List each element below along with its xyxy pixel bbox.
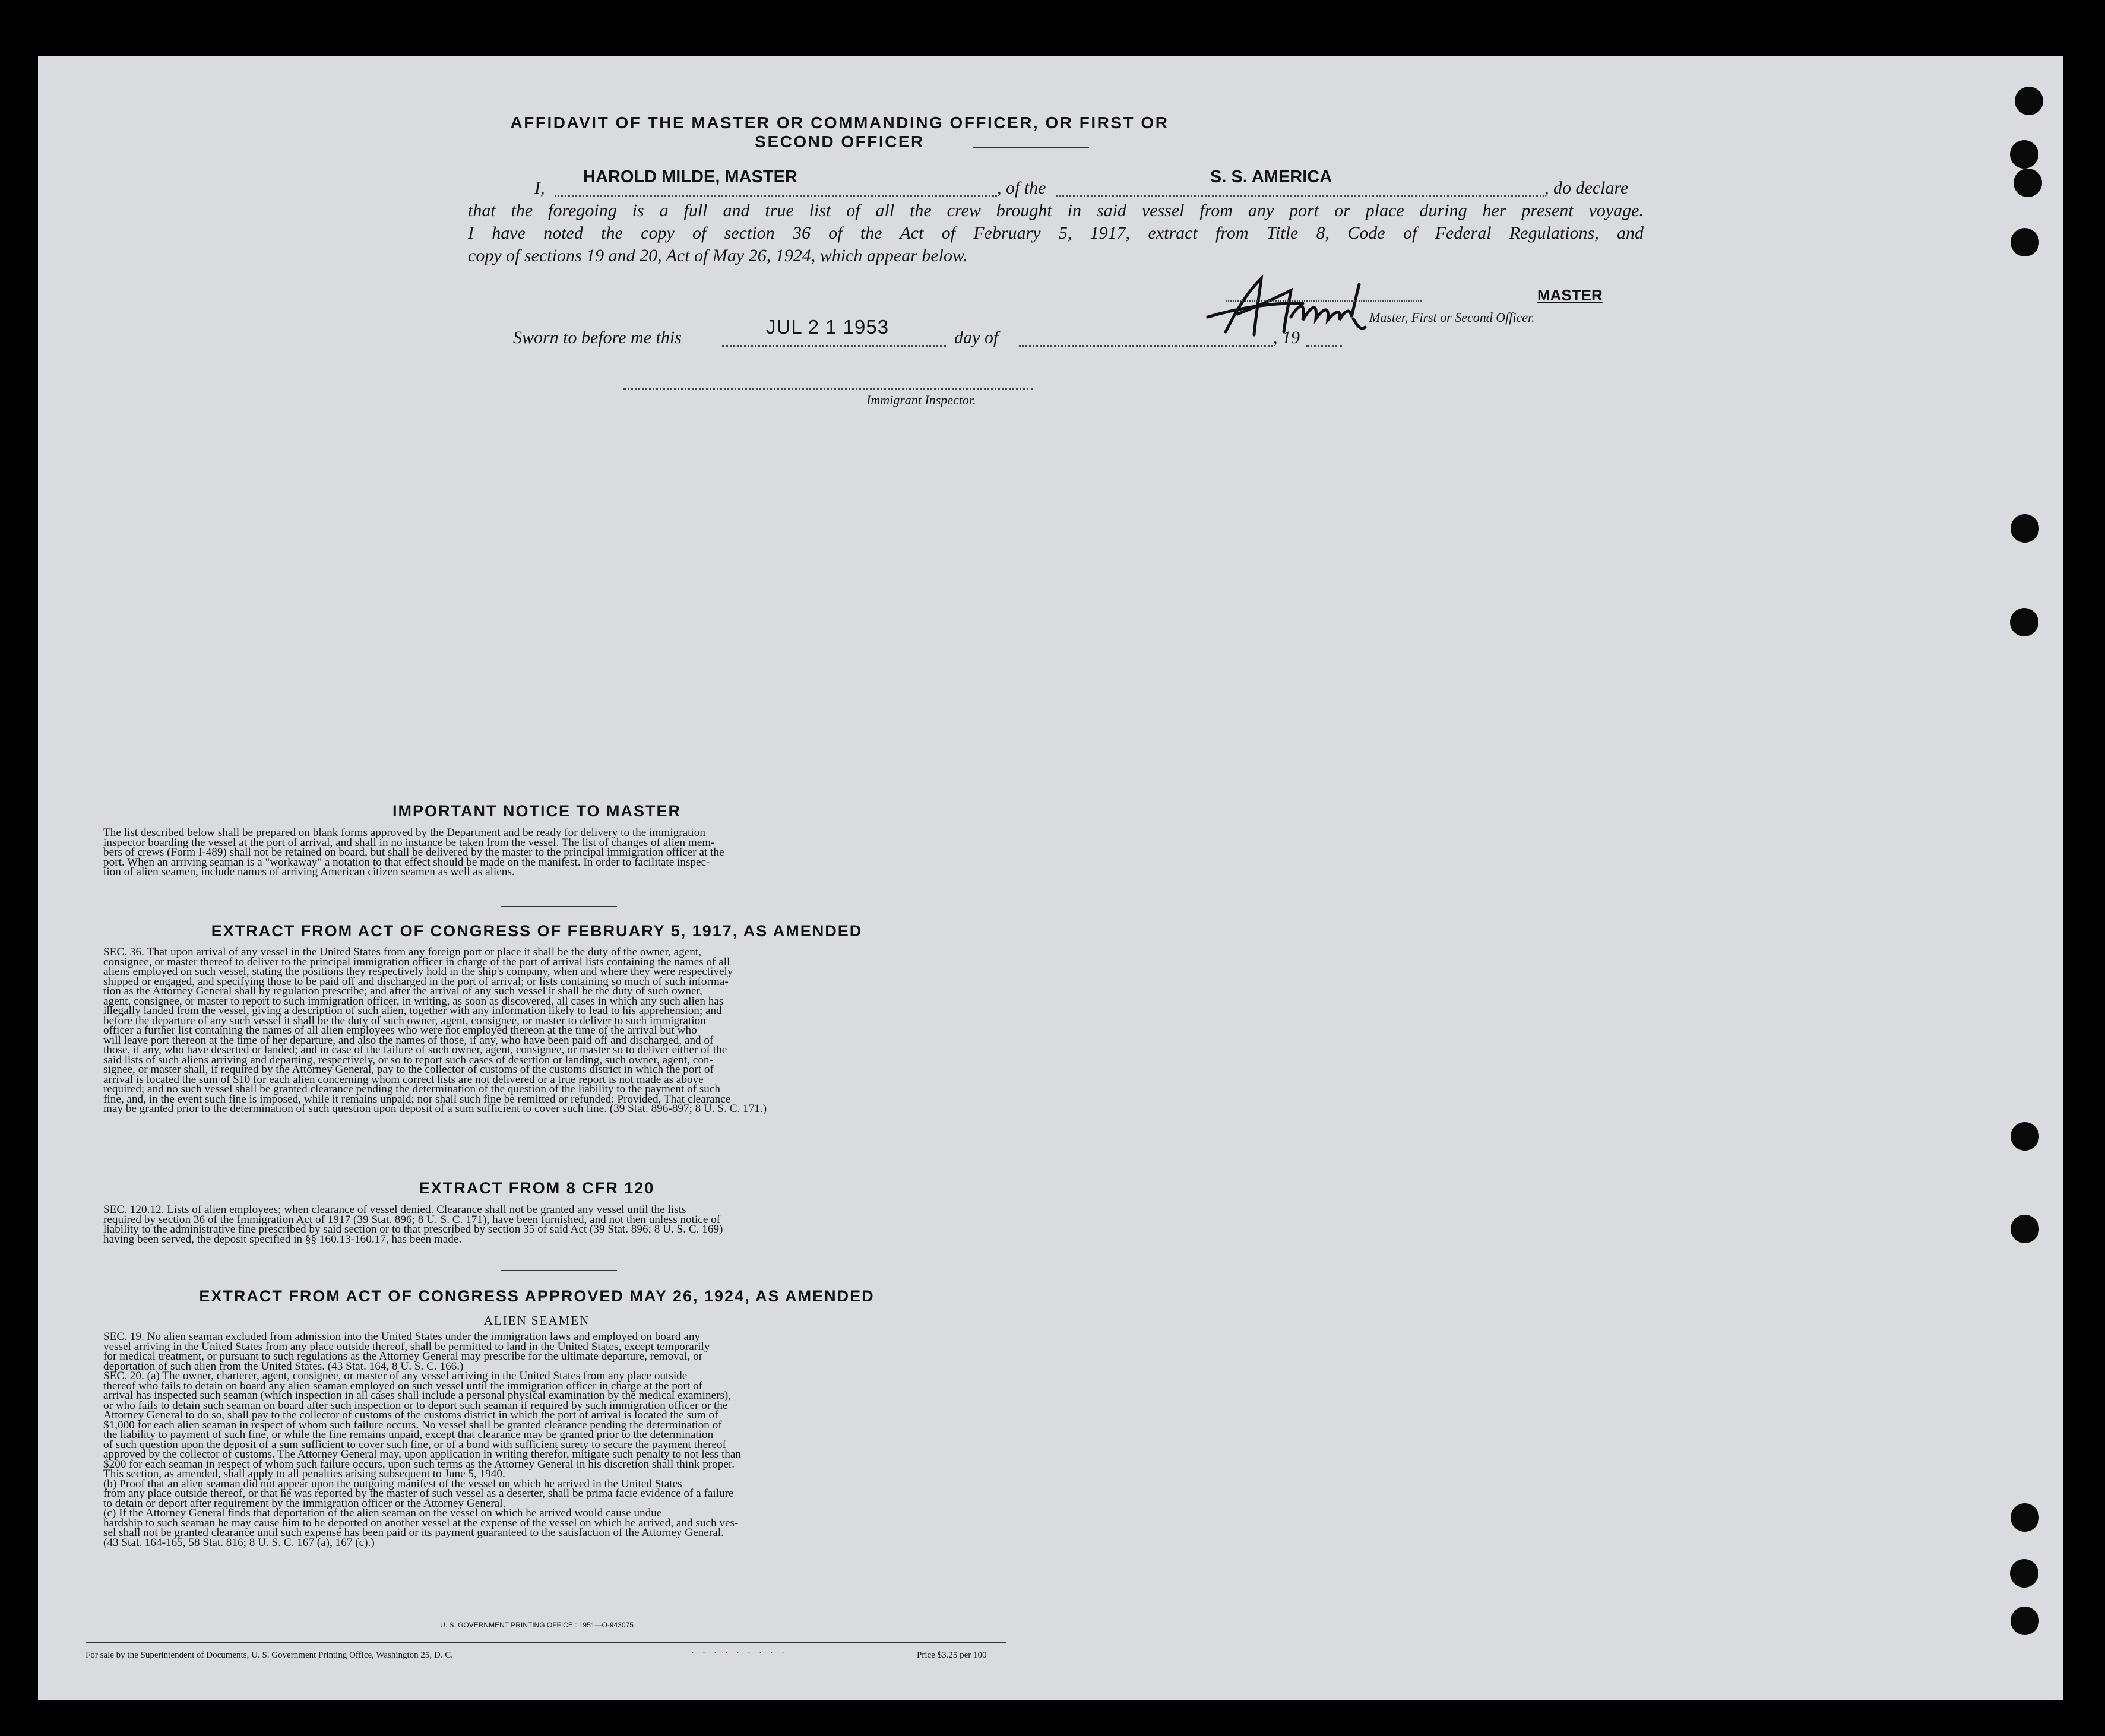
extract-cfr-heading: EXTRACT FROM 8 CFR 120 (419, 1179, 655, 1197)
form-page (38, 56, 2063, 1700)
price-note: Price $3.25 per 100 (917, 1651, 987, 1660)
label-of-the: , of the (997, 178, 1046, 198)
punch-hole (2010, 1559, 2038, 1588)
label-do-declare: , do declare (1544, 178, 1629, 198)
vessel-name-line (1056, 195, 1544, 197)
day-of-label: day of (954, 328, 999, 347)
punch-hole (2014, 169, 2042, 197)
cfr-divider (501, 1270, 617, 1271)
sworn-label: Sworn to before me this (513, 328, 682, 347)
signature-caption: Master, First or Second Officer. (1369, 310, 1535, 325)
printing-office-imprint: U. S. GOVERNMENT PRINTING OFFICE : 1951—O-943075 (440, 1621, 634, 1629)
punch-hole (2010, 140, 2038, 169)
extract-1917-body: SEC. 36. That upon arrival of any vessel in the United States from any foreign port or place it shall be the duty of the owner, agent, consignee, or master thereof to deliver to the principal immigration officer in charge of the port of arrival lists containing the names of all aliens employed on such vessel, stating the positions they respectively hold in the ship's company, when and where they were respectively shipped or engaged, and specifying those to be paid off and discharged in the port of arrival; or lists containing so much of such informa- tion as the Attorney General shall by regulation prescribe; and after the arrival of any such vessel it shall be the duty of such owner, agent, consignee, or master to report to such immigration officer, in writing, as soon as discovered, all cases in which any such alien has illegally landed from the vessel, giving a description of such alien, together with any information likely to lead to his apprehension; and before the departure of any such vessel it shall be the duty of such owner, agent, consignee, or master to deliver to such immigration officer a further list containing the names of all alien employees who were not employed thereon at the time of the arrival but who will leave port thereon at the time of her departure, and also the names of those, if any, who have been paid off and discharged, and of those, if any, who have deserted or landed; and in case of the failure of such owner, agent, consignee, or master so to deliver either of the said lists of such aliens arriving and departing, respectively, or so to report such cases of desertion or landing, such owner, agent, con- signee, or master shall, if required by the Attorney General, pay to the collector of customs of the customs district in which the port of arrival is located the sum of $10 for each alien concerning whom correct lists are not delivered or a true report is not made as above required; and no such vessel shall be granted clearance pending the determination of the question of the liability to the payment of such fine, and, in the event such fine is imposed, while it remains unpaid; nor shall such fine be remitted or refunded: Provided, That clearance may be granted prior to the determination of such question upon deposit of a sum sufficient to cover such fine. (39 Stat. 896-897; 8 U. S. C. 171.) (103, 946, 767, 1115)
master-name-value: HAROLD MILDE, MASTER (583, 167, 797, 186)
punch-hole (2011, 228, 2039, 256)
extract-1924-body: SEC. 19. No alien seaman excluded from admission into the United States under the immigration laws and employed on board any vessel arriving in the United States from any place outside thereof, shall be permitted to land in the United States, except temporarily for medical treatment, or pursuant to such regulations as the Attorney General may prescribe for the ultimate departure, removal, or deportation of such alien from the United States. (43 Stat. 164, 8 U. S. C. 166.) SEC. 20. (a) The owner, charterer, agent, consignee, or master of any vessel arriving in the United States from any place outside thereof who fails to detain on board any alien seaman employed on such vessel until the immigration officer in charge at the port of arrival has inspected such seaman (which inspection in all cases shall include a personal physical examination by the medical examiners), or who fails to detain such seaman on board after such inspection or to deport such seaman if required by such immigration officer or the Attorney General to do so, shall pay to the collector of customs of the customs district in which the port of arrival is located the sum of $1,000 for each alien seaman in respect of whom such failure occurs. No vessel shall be granted clearance pending the determination of the liability to payment of such fine, or while the fine remains unpaid, except that clearance may be granted prior to the determination of such question upon the deposit of a sum sufficient to cover such fine, or of a bond with sufficient surety to secure the payment thereof approved by the collector of customs. The Attorney General may, upon application in writing therefor, mitigate such penalty to not less than $200 for each seaman in respect of whom such failure occurs, upon such terms as the Attorney General in his discretion shall think proper. This section, as amended, shall apply to all penalties arising subsequent to June 5, 1940. (b) Proof that an alien seaman did not appear upon the outgoing manifest of the vessel on which he arrived in the United States from any place outside thereof, or that he was reported by the master of such vessel as a deserter, shall be prima facie evidence of a failure to detain or deport after requirement by the immigration officer or the Attorney General. (c) If the Attorney General finds that deportation of the alien seaman on the vessel on which he arrived would cause undue hardship to such seaman he may cause him to be deported on another vessel at the expense of the vessel on which he arrived, and such ves- sel shall not be granted clearance until such expense has been paid or its payment guaranteed to the satisfaction of the Attorney General. (43 Stat. 164-165, 58 Stat. 816; 8 U. S. C. 167 (a), 167 (c).) (103, 1330, 741, 1549)
label-i: I, (534, 178, 545, 198)
month-line (1019, 345, 1273, 347)
master-name-line (555, 195, 997, 197)
punch-hole (2011, 1215, 2039, 1243)
extract-cfr-body: SEC. 120.12. Lists of alien employees; when clearance of vessel denied. Clearance shall not be granted any vessel until the lists required by section 36 of the Immigration Act of 1917 (39 Stat. 896; 8 U. S. C. 171), have been furnished, and not then unless notice of liability to the administrative fine prescribed by said section or to that prescribed by section 35 of said Act (39 Stat. 896; 8 U. S. C. 169) having been served, the deposit specified in §§ 160.13-160.17, has been made. (103, 1203, 723, 1246)
punch-hole (2011, 1607, 2039, 1635)
extract-1924-heading: EXTRACT FROM ACT OF CONGRESS APPROVED MAY 26, 1924, AS AMENDED (199, 1287, 875, 1305)
vessel-name-value: S. S. AMERICA (1210, 167, 1332, 186)
title-divider (973, 147, 1089, 148)
year-line (1306, 345, 1342, 347)
signature-title-typed: MASTER (1537, 286, 1603, 304)
footer-rule (86, 1642, 1006, 1643)
punch-hole (2011, 1122, 2039, 1151)
inspector-caption: Immigrant Inspector. (866, 392, 976, 407)
extract-1917-heading: EXTRACT FROM ACT OF CONGRESS OF FEBRUARY 5, 1917, AS AMENDED (211, 922, 863, 940)
sworn-date-line (722, 345, 946, 347)
master-signature (1202, 261, 1404, 350)
signature-line (1226, 300, 1422, 302)
notice-body: The list described below shall be prepared on blank forms approved by the Department and be ready for delivery to the immigration inspector boarding the vessel at the port of arrival, and shall in no instance be taken from the vessel. The list of changes of alien mem- bers of crews (Form I-489) shall not be retained on board, but shall be delivered by the master to the principal immigration officer at the port. When an arriving seaman is a "workaway" a notation to that effect should be made on the manifest. In order to facilitate inspec- tion of alien seamen, include names of arriving American citizen seamen as well as aliens. (103, 826, 724, 878)
affidavit-title: AFFIDAVIT OF THE MASTER OR COMMANDING OFFICER, OR FIRST OR SECOND OFFICER (510, 113, 1169, 151)
notice-heading: IMPORTANT NOTICE TO MASTER (392, 802, 681, 820)
punch-hole (2011, 1503, 2039, 1532)
year-label: , 19 (1273, 328, 1300, 347)
punch-hole (2011, 514, 2039, 543)
inspector-signature-line (623, 388, 1033, 390)
punch-hole (2015, 87, 2043, 115)
sworn-date-stamp: JUL 2 1 1953 (766, 316, 890, 338)
declaration-line-2: I have noted the copy of section 36 of the Act of February 5, 1917, extract from Title 8, Code of Federal Regulations, and (468, 223, 1644, 243)
extract-1924-subheading: ALIEN SEAMEN (483, 1313, 590, 1328)
declaration-line-3: copy of sections 19 and 20, Act of May 26, 1924, which appear below. (468, 246, 968, 265)
notice-divider (501, 906, 617, 907)
for-sale-note: For sale by the Superintendent of Documents, U. S. Government Printing Office, Washington 25, D. C. (86, 1651, 453, 1660)
footer-leader-dots: ········· (691, 1648, 793, 1658)
declaration-line-1: that the foregoing is a full and true list of all the crew brought in said vessel from any port or place during her present voyage. (468, 201, 1644, 220)
punch-hole (2010, 608, 2038, 636)
